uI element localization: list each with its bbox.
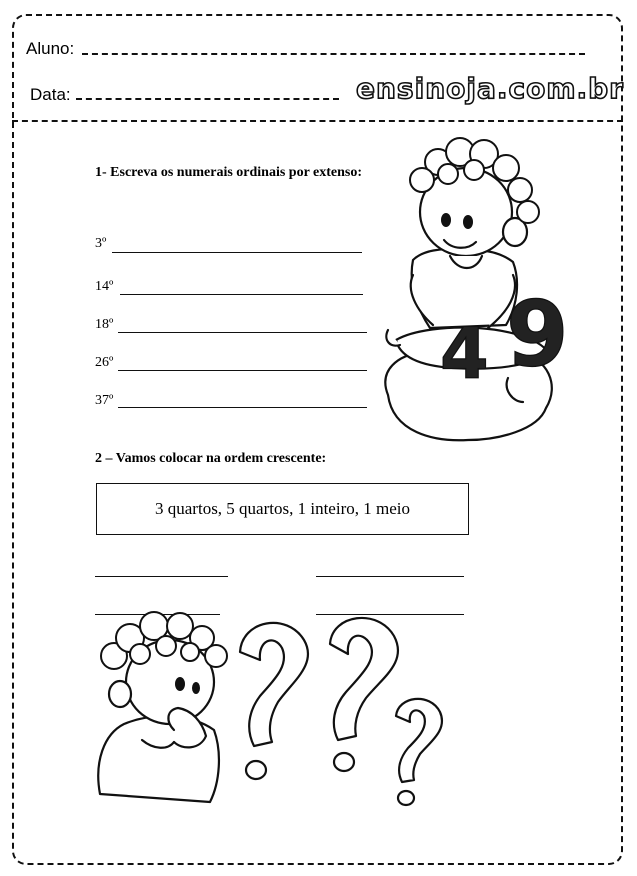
bag-digit: 4: [440, 313, 489, 395]
answer-line[interactable]: [118, 332, 367, 333]
answer-line[interactable]: [120, 294, 363, 295]
child-with-number-bag-illustration: [378, 140, 569, 450]
answer-line[interactable]: [112, 252, 362, 253]
fractions-box: 3 quartos, 5 quartos, 1 inteiro, 1 meio: [96, 483, 469, 535]
answer-line[interactable]: [118, 370, 367, 371]
student-label: Aluno:: [26, 39, 75, 58]
ordinal-label: 18º: [95, 317, 114, 332]
header-divider: [12, 120, 623, 122]
exercise-1-title: 1- Escreva os numerais ordinais por extenso:: [95, 165, 363, 180]
thinking-child-illustration: [82, 612, 452, 807]
ordinal-label: 37º: [95, 393, 114, 408]
brand-logo: ensinoja.com.br: [356, 72, 624, 105]
answer-line[interactable]: [118, 407, 367, 408]
order-answer-line[interactable]: [316, 576, 464, 577]
ordinal-label: 26º: [95, 355, 114, 370]
ordinal-label: 14º: [95, 279, 114, 294]
exercise-2-title: 2 – Vamos colocar na ordem crescente:: [95, 451, 327, 466]
student-name-field[interactable]: [82, 53, 585, 55]
ordinal-label: 3º: [95, 236, 107, 251]
order-answer-line[interactable]: [95, 576, 228, 577]
bag-digit: 9: [506, 282, 569, 387]
date-field[interactable]: [76, 98, 339, 100]
date-label: Data:: [30, 85, 71, 104]
